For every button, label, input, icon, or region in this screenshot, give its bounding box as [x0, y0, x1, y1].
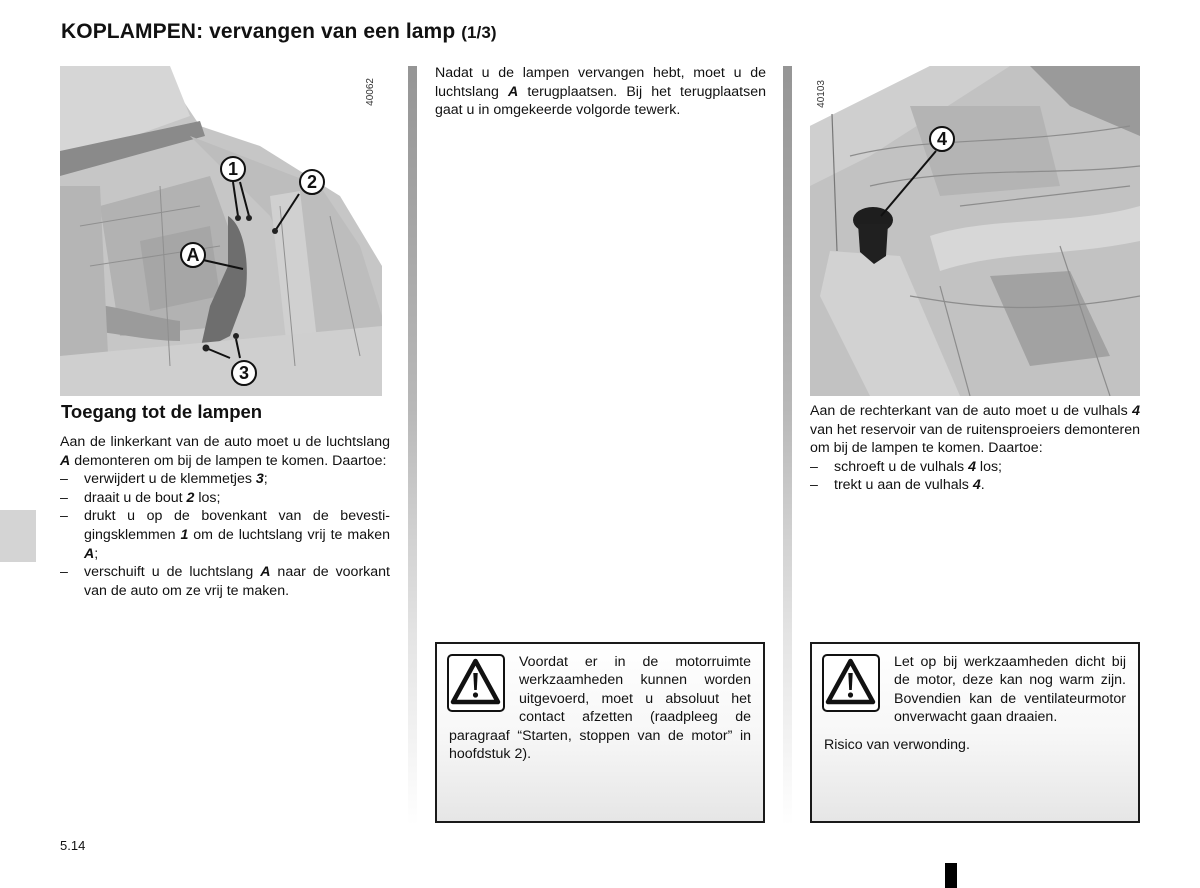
right-instructions — [810, 402, 1140, 495]
right-steps-list — [810, 458, 1140, 495]
warning-box-ignition — [435, 642, 765, 823]
callout-1: 1 — [220, 156, 246, 182]
left-intro: Aan de linkerkant van de auto moet u de luchtslang A demonteren om bij de lampen te komen. Daartoe: — [60, 434, 390, 469]
column-divider-right — [783, 66, 792, 826]
section-heading: Toegang tot de lampen — [61, 401, 263, 422]
list-item: – schroeft u de vulhals 4 los; — [810, 458, 1002, 475]
page-title-part: (1/3) — [461, 23, 497, 42]
figure-ref-code: 40103 — [816, 80, 827, 108]
page-number: 5.14 — [60, 838, 86, 853]
callout-2: 2 — [299, 169, 325, 195]
part-ref: 4 — [1132, 403, 1140, 419]
left-instructions — [60, 433, 390, 600]
left-steps-list — [60, 470, 390, 600]
right-intro: Aan de rechterkant van de auto moet u de vulhals 4 van het reservoir van de ruitensproeiers demonteren om bij de lampen te komen. Daartoe: — [810, 403, 1140, 457]
list-item: – drukt u op de bovenkant van de bevestigingsklemmen 1 om de luchtslang vrij te maken A; — [60, 508, 390, 562]
callout-4: 4 — [929, 126, 955, 152]
part-ref: A — [60, 452, 71, 469]
page-title-text: KOPLAMPEN: vervangen van een lamp — [61, 20, 456, 43]
list-item: – trekt u aan de vulhals 4. — [810, 477, 985, 494]
figure-ref-code: 40062 — [365, 78, 376, 106]
page-title — [61, 20, 497, 44]
callout-leader-lines — [810, 66, 1140, 396]
callout-leader-lines — [60, 66, 382, 396]
list-item: – verwijdert u de klemmetjes 3; — [60, 471, 268, 488]
engine-bay-left-figure — [60, 66, 382, 396]
callout-A: A — [180, 242, 206, 268]
column-divider-left — [408, 66, 417, 826]
part-ref: A — [507, 83, 519, 100]
warning-text: Let op bij werkzaamheden dicht bij de motor, deze kan nog warm zijn. Bovendien kan de ventilateurmotor onverwacht gaan draaien. Risico van verwonding. — [824, 654, 1126, 753]
warning-box-hot-engine — [810, 642, 1140, 823]
warning-text: Voordat er in de motorruimte werkzaamheden kunnen worden uitgevoerd, moet u absoluut het contact afzetten (raadpleeg de paragraaf “Starten, stoppen van de motor” in hoofdstuk 2). — [449, 654, 751, 763]
list-item: – verschuift u de luchtslang A naar de voorkant van de auto om ze vrij te maken. — [60, 564, 390, 599]
callout-3: 3 — [231, 360, 257, 386]
page-edge-marker — [945, 863, 957, 888]
engine-bay-right-figure — [810, 66, 1140, 396]
list-item: – draait u de bout 2 los; — [60, 489, 221, 506]
middle-paragraph: Nadat u de lampen vervangen hebt, moet u de luchtslang A terugplaatsen. Bij het terugplaatsen gaat u in omgekeerde volgorde tewerk. — [435, 65, 766, 119]
chapter-tab-marker — [0, 510, 36, 562]
